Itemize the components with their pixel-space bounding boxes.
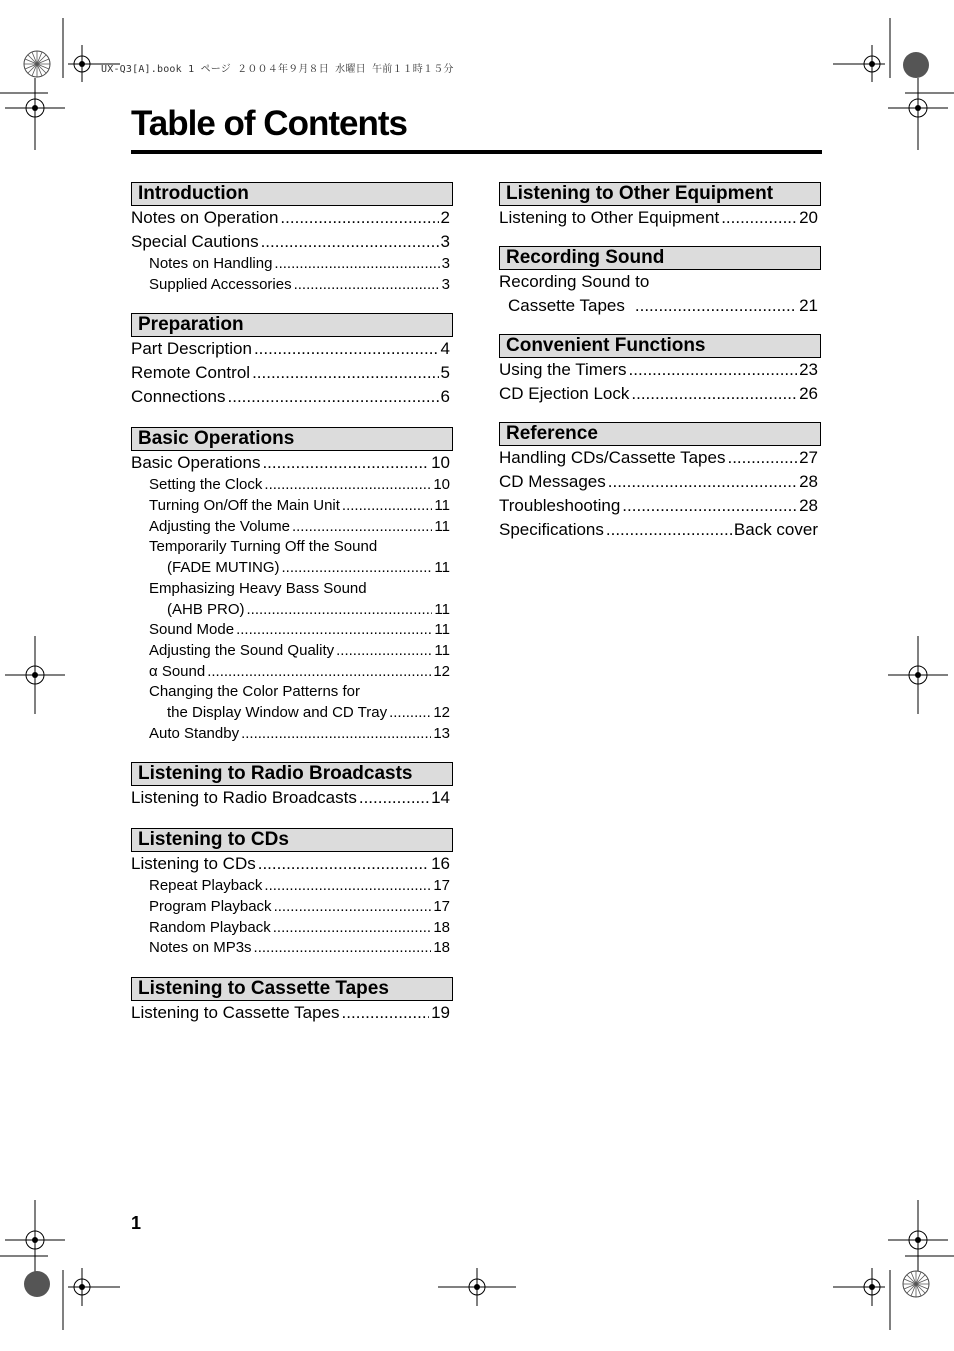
- entry-page: 11: [434, 497, 450, 515]
- entry-label: Troubleshooting: [499, 496, 621, 515]
- entry-page: 26: [799, 384, 818, 403]
- entry-label: Handling CDs/Cassette Tapes: [499, 448, 726, 467]
- entry-page: 3: [441, 255, 450, 272]
- entry-label: Setting the Clock: [149, 476, 263, 494]
- entry-label: CD Ejection Lock: [499, 384, 630, 403]
- dot-leader: [294, 275, 440, 296]
- entry-page: 17: [433, 877, 450, 895]
- toc-entry[interactable]: [499, 446, 821, 470]
- entry-page: 11: [434, 641, 450, 659]
- dot-leader: [264, 876, 431, 897]
- dot-leader: [629, 358, 798, 382]
- toc-subentry[interactable]: [131, 600, 453, 621]
- entry-label: Notes on MP3s: [149, 939, 252, 957]
- entry-page: 4: [440, 339, 450, 359]
- entry-page: 13: [433, 724, 450, 742]
- entry-page: 28: [799, 472, 818, 491]
- title-rule: [131, 150, 822, 154]
- entry-label: Listening to CDs: [131, 854, 256, 874]
- entry-page: 11: [434, 559, 450, 577]
- toc-subentry[interactable]: [131, 475, 453, 496]
- dot-leader: [247, 600, 433, 621]
- entry-label: (AHB PRO): [167, 600, 245, 618]
- entry-page: 19: [431, 1003, 450, 1023]
- entry-label: Adjusting the Volume: [149, 517, 290, 535]
- dot-leader: [273, 918, 432, 939]
- dot-leader: [264, 475, 431, 496]
- printer-info: UX-Q3[A].book 1 ページ ２００４年９月８日 水曜日 午前１１時１５分: [101, 64, 454, 75]
- section-heading: Listening to Cassette Tapes: [131, 977, 453, 1001]
- toc-entry[interactable]: [499, 294, 821, 318]
- entry-page: 10: [433, 476, 450, 494]
- entry-label: Notes on Handling: [149, 255, 273, 272]
- section-introduction: [131, 182, 453, 295]
- toc-entry[interactable]: [499, 382, 821, 406]
- entry-page: 6: [440, 387, 450, 407]
- section-heading: Preparation: [131, 313, 453, 337]
- dot-leader: [622, 494, 797, 518]
- entry-label: (FADE MUTING): [167, 559, 280, 577]
- toc-subentry[interactable]: [131, 620, 453, 641]
- section-heading: Listening to Radio Broadcasts: [131, 762, 453, 786]
- section-heading: Reference: [499, 422, 821, 446]
- toc-entry[interactable]: [499, 206, 821, 230]
- toc-right-column: [499, 182, 821, 558]
- toc-entry[interactable]: [131, 385, 453, 409]
- entry-label: Cassette Tapes: [508, 296, 625, 315]
- section-reference: [499, 422, 821, 542]
- dot-leader: [721, 206, 797, 230]
- section-basic-operations: [131, 427, 453, 744]
- toc-subentry[interactable]: [131, 938, 453, 959]
- section-heading: Listening to CDs: [131, 828, 453, 852]
- section-heading: Introduction: [131, 182, 453, 206]
- section-heading: Convenient Functions: [499, 334, 821, 358]
- entry-page: 3: [441, 275, 450, 293]
- page-title: Table of Contents: [131, 104, 407, 143]
- entry-label: Program Playback: [149, 898, 272, 915]
- entry-page: 11: [434, 600, 450, 618]
- dot-leader: [635, 294, 797, 318]
- dot-leader: [389, 703, 431, 724]
- toc-subentry[interactable]: [131, 703, 453, 724]
- entry-label: Remote Control: [131, 363, 251, 383]
- entry-label: Basic Operations: [131, 453, 261, 473]
- section-heading: Recording Sound: [499, 246, 821, 270]
- toc-entry[interactable]: [499, 470, 821, 494]
- dot-leader: [342, 496, 433, 517]
- dot-leader: [236, 620, 432, 641]
- toc-subentry[interactable]: [131, 496, 453, 517]
- toc-entry[interactable]: [131, 337, 453, 361]
- toc-entry[interactable]: [131, 852, 453, 876]
- dot-leader: [336, 641, 432, 662]
- entry-page: 12: [433, 703, 450, 721]
- entry-label: Listening to Other Equipment: [499, 208, 720, 227]
- toc-subentry-line1[interactable]: Emphasizing Heavy Bass Sound: [149, 579, 367, 597]
- entry-page: 12: [433, 662, 450, 680]
- section-preparation: [131, 313, 453, 409]
- entry-label: Using the Timers: [499, 360, 627, 379]
- toc-subentry[interactable]: [131, 641, 453, 662]
- dot-leader: [359, 786, 429, 810]
- toc-entry[interactable]: [499, 494, 821, 518]
- section-recording: [499, 246, 821, 318]
- entry-page: 10: [431, 453, 450, 473]
- dot-leader: [241, 724, 431, 745]
- entry-page: 18: [433, 939, 450, 957]
- page-number: 1: [131, 1213, 142, 1233]
- entry-label: Turning On/Off the Main Unit: [149, 497, 340, 515]
- dot-leader: [228, 385, 439, 409]
- entry-page: Back cover: [733, 520, 818, 539]
- section-other-equipment: [499, 182, 821, 230]
- toc-entry[interactable]: [499, 358, 821, 382]
- entry-page: 16: [431, 854, 450, 874]
- toc-entry[interactable]: [131, 361, 453, 385]
- entry-page: 28: [799, 496, 818, 515]
- entry-label: Specifications: [499, 520, 604, 539]
- dot-leader: [261, 230, 439, 254]
- dot-leader: [254, 938, 432, 959]
- entry-page: 23: [799, 360, 818, 379]
- dot-leader: [274, 254, 439, 275]
- entry-label: Repeat Playback: [149, 877, 263, 895]
- toc-entry[interactable]: [131, 206, 453, 230]
- toc-subentry[interactable]: [131, 254, 453, 275]
- entry-label: Supplied Accessories: [149, 275, 292, 293]
- section-heading: Basic Operations: [131, 427, 453, 451]
- entry-label: Part Description: [131, 339, 252, 359]
- entry-label: Sound Mode: [149, 621, 235, 639]
- toc-subentry[interactable]: [131, 662, 453, 683]
- dot-leader: [262, 451, 429, 475]
- entry-label: Adjusting the Sound Quality: [149, 641, 335, 659]
- entry-label: Listening to Cassette Tapes: [131, 1003, 340, 1023]
- entry-page: 14: [431, 788, 450, 808]
- dot-leader: [342, 1001, 430, 1025]
- toc-subentry[interactable]: [131, 275, 453, 296]
- entry-label: the Display Window and CD Tray: [167, 703, 388, 721]
- entry-label: Listening to Radio Broadcasts: [131, 788, 357, 808]
- dot-leader: [727, 446, 797, 470]
- entry-label: Connections: [131, 387, 226, 407]
- entry-page: 27: [799, 448, 818, 467]
- entry-page: 18: [433, 918, 450, 936]
- toc-subentry[interactable]: [131, 897, 453, 918]
- toc-entry[interactable]: [131, 1001, 453, 1025]
- entry-label: Special Cautions: [131, 232, 259, 251]
- toc-subentry[interactable]: [131, 517, 453, 538]
- toc-entry[interactable]: [499, 518, 821, 542]
- dot-leader: [258, 852, 429, 876]
- toc-subentry[interactable]: [131, 558, 453, 579]
- entry-page: 11: [434, 621, 450, 639]
- dot-leader: [282, 558, 433, 579]
- entry-label: Notes on Operation: [131, 208, 279, 227]
- entry-page: 11: [434, 517, 450, 535]
- entry-label: Auto Standby: [149, 724, 240, 742]
- dot-leader: [292, 517, 432, 538]
- entry-label: Random Playback: [149, 918, 271, 936]
- toc-subentry[interactable]: [131, 724, 453, 745]
- dot-leader: [254, 337, 439, 361]
- toc-subentry-line1[interactable]: Changing the Color Patterns for: [149, 683, 360, 701]
- entry-page: 2: [440, 208, 450, 227]
- toc-left-column: [131, 182, 453, 1043]
- entry-page: 3: [440, 232, 450, 251]
- toc-entry[interactable]: [131, 230, 453, 254]
- toc-subentry[interactable]: [131, 918, 453, 939]
- section-cassette: [131, 977, 453, 1025]
- entry-label: CD Messages: [499, 472, 606, 491]
- entry-page: 17: [433, 898, 450, 915]
- entry-page: 20: [799, 208, 818, 227]
- dot-leader: [608, 470, 797, 494]
- toc-subentry[interactable]: [131, 876, 453, 897]
- section-cds: [131, 828, 453, 959]
- entry-page: 21: [799, 296, 818, 315]
- toc-subentry-line1[interactable]: Temporarily Turning Off the Sound: [149, 538, 378, 556]
- dot-leader: [631, 382, 797, 406]
- section-heading: Listening to Other Equipment: [499, 182, 821, 206]
- dot-leader: [252, 361, 438, 385]
- toc-entry-line1[interactable]: Recording Sound to: [499, 272, 650, 291]
- entry-page: 5: [440, 363, 450, 383]
- entry-label: α Sound: [149, 662, 206, 680]
- dot-leader: [280, 206, 438, 230]
- dot-leader: [606, 518, 732, 542]
- section-convenient: [499, 334, 821, 406]
- dot-leader: [207, 662, 431, 683]
- dot-leader: [274, 897, 432, 918]
- toc-entry[interactable]: [131, 451, 453, 475]
- toc-entry[interactable]: [131, 786, 453, 810]
- section-radio: [131, 762, 453, 810]
